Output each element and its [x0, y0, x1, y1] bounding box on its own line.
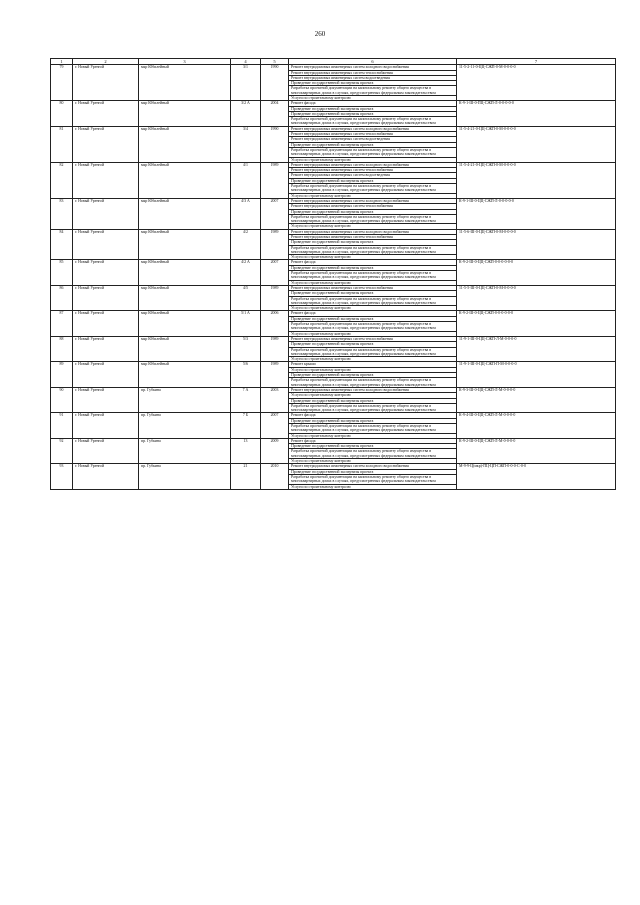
registry-code-cell: М-9-9-Ц(мкр)-ПЦ-ЦП-СЖП-0-0-0-С-0-0	[457, 464, 616, 489]
registry-code-cell: 11-5-4-21-0-ЦЦ-СЖП-0-М-0-0-0-0	[457, 126, 616, 162]
row-number: 83	[51, 198, 73, 229]
column-header: 1	[51, 59, 73, 65]
street-cell: мкр Юбилейный	[139, 336, 231, 361]
street-cell: мкр Юбилейный	[139, 198, 231, 229]
table-row	[51, 229, 616, 234]
work-type-cell: Разработка проектной документации на капитальному ремонту общего имущества в многоквартирных домах в случаях, предусмотренных федеральным законодательством	[289, 245, 457, 255]
work-type-cell: Проведение государственной экспертизы проекта	[289, 373, 457, 378]
work-type-cell: Услуги по строительному контролю	[289, 255, 457, 260]
table-row	[51, 162, 616, 167]
city-cell: г. Новый Уренгой	[73, 464, 139, 489]
work-type-cell: Проведение государственной экспертизы проекта	[289, 469, 457, 474]
street-cell: мкр Юбилейный	[139, 126, 231, 162]
house-number-cell: 3/4	[231, 126, 261, 162]
row-number: 87	[51, 311, 73, 336]
work-type-cell: Проведение государственной экспертизы проекта	[289, 81, 457, 86]
house-number-cell: 13	[231, 438, 261, 463]
row-number: 89	[51, 362, 73, 387]
row-number: 81	[51, 126, 73, 162]
page-number: 260	[314, 30, 326, 38]
house-number-cell: 4/2 А	[231, 260, 261, 285]
city-cell: г. Новый Уренгой	[73, 229, 139, 260]
house-number-cell: 4/1	[231, 162, 261, 198]
registry-code-cell: 11-5-4-21-0-ЦЦ-СЖП-0-М-0-0-0-0	[457, 162, 616, 198]
build-year-cell: 2007	[261, 413, 289, 438]
work-type-cell: Ремонт внутридомовых инженерных систем холодного водоснабжения	[289, 229, 457, 234]
work-type-cell: Услуги по строительному контролю	[289, 306, 457, 311]
work-type-cell: Разработка проектной документации на капитальному ремонту общего имущества в многоквартирных домах в случаях, предусмотренных федеральным законодательством	[289, 271, 457, 281]
work-type-cell: Ремонт фасада	[289, 438, 457, 443]
work-type-cell: Ремонт внутридомовых инженерных систем теплоснабжения	[289, 168, 457, 173]
work-type-cell: Ремонт внутридомовых инженерных систем водоотведения	[289, 75, 457, 80]
table-row	[51, 126, 616, 131]
work-type-cell: Разработка проектной документации на капитальному ремонту общего имущества в многоквартирных домах в случаях, предусмотренных федеральным законодательством	[289, 296, 457, 306]
work-type-cell: Проведение государственной экспертизы проекта	[289, 398, 457, 403]
work-type-cell: Услуги по строительному контролю	[289, 459, 457, 464]
registry-code-cell: 11-5-5-Ш-0-ЦЦ-СЖП-0-М-0-0-0-0	[457, 285, 616, 310]
work-type-cell: Проведение государственной экспертизы проекта	[289, 418, 457, 423]
city-cell: г. Новый Уренгой	[73, 101, 139, 126]
house-number-cell: 7 А	[231, 387, 261, 412]
table-row	[51, 336, 616, 341]
street-cell: пр. Губкина	[139, 464, 231, 489]
work-type-cell: Разработка проектной документации на капитальному ремонту общего имущества в многоквартирных домах в случаях, предусмотренных федеральным законодательством	[289, 403, 457, 413]
street-cell: мкр Юбилейный	[139, 65, 231, 101]
column-header: 7	[457, 59, 616, 65]
build-year-cell: 1989	[261, 362, 289, 387]
street-cell: пр. Губкина	[139, 438, 231, 463]
column-header: 3	[139, 59, 231, 65]
column-header: 5	[261, 59, 289, 65]
city-cell: г. Новый Уренгой	[73, 413, 139, 438]
table-row	[51, 65, 616, 70]
registry-code-cell: 11-5-6-Ш-0-ЦЦ-СЖП-0-М-0-0-0-0	[457, 229, 616, 260]
row-number: 79	[51, 65, 73, 101]
street-cell: пр. Губкина	[139, 413, 231, 438]
work-type-cell: Услуги по строительному контролю	[289, 193, 457, 198]
house-number-cell: 4/2	[231, 229, 261, 260]
house-number-cell: 5/6	[231, 362, 261, 387]
column-header: 6	[289, 59, 457, 65]
build-year-cell: 1990	[261, 126, 289, 162]
work-type-cell: Ремонт внутридомовых инженерных систем теплоснабжения	[289, 132, 457, 137]
work-type-cell: Услуги по строительному контролю	[289, 357, 457, 362]
work-type-cell: Ремонт крыши	[289, 362, 457, 367]
work-type-cell: Ремонт внутридомовых инженерных систем теплоснабжения	[289, 235, 457, 240]
house-number-cell: 5/1 А	[231, 311, 261, 336]
city-cell: г. Новый Уренгой	[73, 260, 139, 285]
work-type-cell: Ремонт фасада	[289, 311, 457, 316]
table-row	[51, 464, 616, 469]
work-type-cell: Ремонт внутридомовых инженерных систем холодного водоснабжения	[289, 126, 457, 131]
build-year-cell: 1989	[261, 229, 289, 260]
work-type-cell: Услуги по строительному контролю	[289, 433, 457, 438]
city-cell: г. Новый Уренгой	[73, 198, 139, 229]
work-type-cell: Ремонт внутридомовых инженерных систем теплоснабжения	[289, 336, 457, 341]
work-type-cell: Ремонт внутридомовых инженерных систем теплоснабжения	[289, 70, 457, 75]
work-type-cell: Ремонт фасада	[289, 101, 457, 106]
work-type-cell: Ремонт внутридомовых инженерных систем холодного водоснабжения	[289, 198, 457, 203]
work-type-cell: Проведение государственной экспертизы проекта	[289, 106, 457, 111]
street-cell: мкр Юбилейный	[139, 101, 231, 126]
table-body	[51, 59, 616, 490]
work-type-cell: Разработка проектной документации на капитальному ремонту общего имущества в многоквартирных домах в случаях, предусмотренных федеральным законодательством	[289, 378, 457, 388]
row-number: 82	[51, 162, 73, 198]
city-cell: г. Новый Уренгой	[73, 65, 139, 101]
column-header: 4	[231, 59, 261, 65]
work-type-cell: Ремонт внутридомовых инженерных систем водоотведения	[289, 173, 457, 178]
work-type-cell: Разработка проектной документации на капитальному ремонту общего имущества в многоквартирных домах в случаях, предусмотренных федеральным законодательством	[289, 322, 457, 332]
table-row	[51, 198, 616, 203]
work-type-cell: Ремонт внутридомовых инженерных систем холодного водоснабжения	[289, 464, 457, 469]
city-cell: г. Новый Уренгой	[73, 336, 139, 361]
work-type-cell: Проведение государственной экспертизы проекта	[289, 178, 457, 183]
house-number-cell: 5/3	[231, 336, 261, 361]
work-type-cell: Разработка проектной документации на капитальному ремонту общего имущества в многоквартирных домах в случаях, предусмотренных федеральным законодательством	[289, 117, 457, 127]
row-number: 93	[51, 464, 73, 489]
street-cell: мкр Юбилейный	[139, 229, 231, 260]
work-type-cell: Ремонт внутридомовых инженерных систем холодного водоснабжения	[289, 65, 457, 70]
build-year-cell: 1989	[261, 285, 289, 310]
work-type-cell: Услуги по строительному контролю	[289, 484, 457, 489]
work-type-cell: Проведение государственной экспертизы проекта	[289, 265, 457, 270]
registry-code-cell: К-9-1-Ш-0-ЦЦ-СЖП-Л-0-0-0-0-0	[457, 198, 616, 229]
row-number: 80	[51, 101, 73, 126]
street-cell: мкр Юбилейный	[139, 285, 231, 310]
registry-code-cell: К-9-2-Ш-0-ЦЦ-СЖП-Л-М-0-0-0-0	[457, 438, 616, 463]
work-type-cell: Ремонт внутридомовых инженерных систем теплоснабжения	[289, 285, 457, 290]
work-type-cell: Проведение государственной экспертизы проекта	[289, 291, 457, 296]
work-type-cell: Услуги по строительному контролю	[289, 224, 457, 229]
work-type-cell: Услуги по строительному контролю	[289, 280, 457, 285]
house-number-cell: 3/1	[231, 65, 261, 101]
row-number: 84	[51, 229, 73, 260]
build-year-cell: 1989	[261, 162, 289, 198]
work-type-cell: Ремонт внутридомовых инженерных систем водоотведения	[289, 137, 457, 142]
build-year-cell: 2006	[261, 311, 289, 336]
city-cell: г. Новый Уренгой	[73, 438, 139, 463]
work-type-cell: Разработка проектной документации на капитальному ремонту общего имущества в многоквартирных домах в случаях, предусмотренных федеральным законодательством	[289, 214, 457, 224]
house-number-cell: 21	[231, 464, 261, 489]
build-year-cell: 2004	[261, 101, 289, 126]
registry-code-cell: К-9-2-Ш-0-ЦЦ-СЖП-0-0-0-0-0-0	[457, 311, 616, 336]
work-type-cell: Услуги по строительному контролю	[289, 331, 457, 336]
street-cell: пр. Губкина	[139, 387, 231, 412]
work-type-cell: Проведение государственной экспертизы проекта	[289, 240, 457, 245]
work-type-cell: Услуги по строительному контролю	[289, 393, 457, 398]
city-cell: г. Новый Уренгой	[73, 311, 139, 336]
city-cell: г. Новый Уренгой	[73, 362, 139, 387]
work-type-cell: Проведение государственной экспертизы проекта	[289, 342, 457, 347]
work-type-cell: Ремонт фасада	[289, 413, 457, 418]
row-number: 90	[51, 387, 73, 412]
work-type-cell: Ремонт фасада	[289, 260, 457, 265]
city-cell: г. Новый Уренгой	[73, 285, 139, 310]
work-type-cell: Разработка проектной документации на капитальному ремонту общего имущества в многоквартирных домах в случаях, предусмотренных федеральным законодательством	[289, 423, 457, 433]
build-year-cell: 1990	[261, 65, 289, 101]
build-year-cell: 2010	[261, 464, 289, 489]
row-number: 91	[51, 413, 73, 438]
house-number-cell: 4/3 А	[231, 198, 261, 229]
work-type-cell: Услуги по строительному контролю	[289, 367, 457, 372]
column-header: 2	[73, 59, 139, 65]
work-type-cell: Проведение государственной экспертизы проекта	[289, 142, 457, 147]
work-type-cell: Разработка проектной документации на капитальному ремонту общего имущества в многоквартирных домах в случаях, предусмотренных федеральным законодательством	[289, 449, 457, 459]
build-year-cell: 1989	[261, 336, 289, 361]
street-cell: мкр Юбилейный	[139, 162, 231, 198]
build-year-cell: 2007	[261, 260, 289, 285]
work-type-cell: Проведение государственной экспертизы проекта	[289, 209, 457, 214]
row-number: 92	[51, 438, 73, 463]
city-cell: г. Новый Уренгой	[73, 126, 139, 162]
registry-code-cell: К-9-2-Ш-0-ЦЦ-СЖП-0-0-0-0-0-0	[457, 260, 616, 285]
work-type-cell: Проведение государственной экспертизы проекта	[289, 316, 457, 321]
row-number: 85	[51, 260, 73, 285]
repair-program-table	[50, 58, 616, 490]
work-type-cell: Разработка проектной документации на капитальному ремонту общего имущества в многоквартирных домах в случаях, предусмотренных федеральным законодательством	[289, 184, 457, 194]
work-type-cell: Услуги по строительному контролю	[289, 157, 457, 162]
registry-code-cell: К-9-3-Ш-0-ЦЦ-СЖП-Л-М-0-0-0-0	[457, 387, 616, 412]
row-number: 86	[51, 285, 73, 310]
house-number-cell: 7 Б	[231, 413, 261, 438]
city-cell: г. Новый Уренгой	[73, 162, 139, 198]
house-number-cell: 4/5	[231, 285, 261, 310]
street-cell: мкр Юбилейный	[139, 362, 231, 387]
registry-code-cell: К-9-1-Ш-0-ПЦ-СЖП-Л-0-0-0-0-0	[457, 101, 616, 126]
work-type-cell: Услуги по строительному контролю	[289, 95, 457, 100]
registry-code-cell: 11-9-1-Ш-0-ЦЦ-СЖП-П-М-0-0-0-0	[457, 362, 616, 387]
work-type-cell: Ремонт внутридомовых инженерных систем холодного водоснабжения	[289, 387, 457, 392]
work-type-cell: Разработка проектной документации на капитальному ремонту общего имущества в многоквартирных домах в случаях, предусмотренных федеральным законодательством	[289, 474, 457, 484]
table-row	[51, 285, 616, 290]
work-type-cell: Проведение государственной экспертизы проекта	[289, 444, 457, 449]
street-cell: мкр Юбилейный	[139, 260, 231, 285]
work-type-cell: Проведение государственной экспертизы проекта	[289, 111, 457, 116]
work-type-cell: Разработка проектной документации на капитальному ремонту общего имущества в многоквартирных домах в случаях, предусмотренных федеральным законодательством	[289, 147, 457, 157]
build-year-cell: 2003	[261, 387, 289, 412]
city-cell: г. Новый Уренгой	[73, 387, 139, 412]
registry-code-cell: К-9-4-Ш-0-ЦЦ-СЖП-Л-М-0-0-0-0	[457, 413, 616, 438]
work-type-cell: Разработка проектной документации на капитальному ремонту общего имущества в многоквартирных домах в случаях, предусмотренных федеральным законодательством	[289, 86, 457, 96]
work-type-cell: Ремонт внутридомовых инженерных систем холодного водоснабжения	[289, 162, 457, 167]
registry-code-cell: 11-5-2-11-0-ЦЦ-СЖП-0-М-0-0-0-0	[457, 65, 616, 101]
work-type-cell: Ремонт внутридомовых инженерных систем теплоснабжения	[289, 204, 457, 209]
street-cell: мкр Юбилейный	[139, 311, 231, 336]
registry-code-cell: 11-9-1-Ш-0-ЦЦ-СЖП-Л-М-0-0-0-0	[457, 336, 616, 361]
build-year-cell: 2009	[261, 438, 289, 463]
build-year-cell: 2007	[261, 198, 289, 229]
house-number-cell: 3/2 А	[231, 101, 261, 126]
row-number: 88	[51, 336, 73, 361]
work-type-cell: Разработка проектной документации на капитальному ремонту общего имущества в многоквартирных домах в случаях, предусмотренных федеральным законодательством	[289, 347, 457, 357]
table-row	[51, 387, 616, 392]
